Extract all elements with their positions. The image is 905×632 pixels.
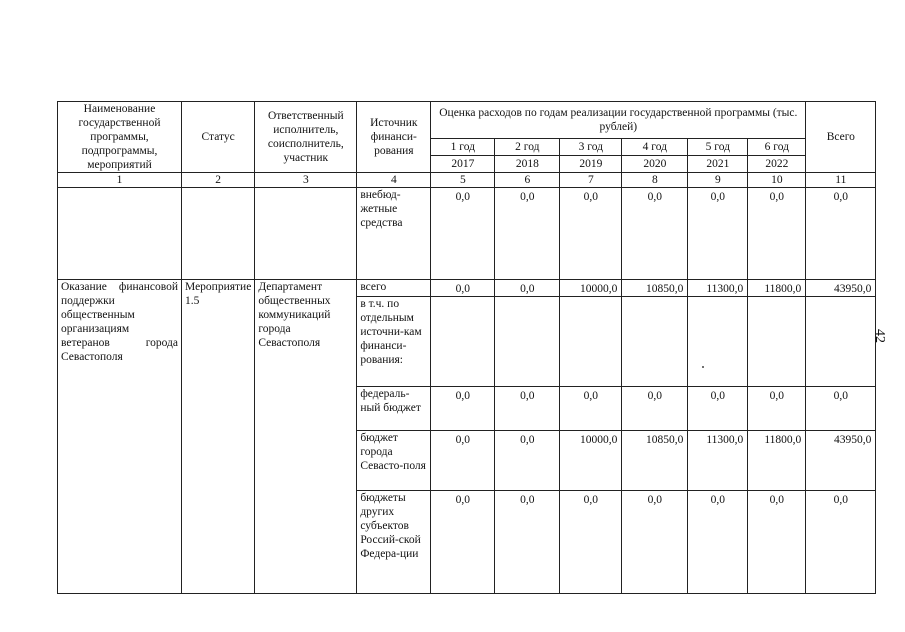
year-value: 2017: [431, 156, 495, 173]
amount-cell: [495, 297, 560, 387]
amount-cell: 0,0: [495, 491, 560, 594]
amount-cell: 11800,0: [748, 431, 806, 491]
year-value: 2021: [688, 156, 748, 173]
amount-cell: 0,0: [560, 387, 622, 431]
amount-cell: [560, 297, 622, 387]
amount-cell: [431, 297, 495, 387]
amount-cell: 0,0: [431, 491, 495, 594]
budget-table: [57, 101, 876, 594]
amount-cell: 0,0: [495, 188, 560, 280]
amount-cell: 0,0: [622, 387, 688, 431]
year-label: 1 год: [431, 139, 495, 156]
header-name: Наименование государственной программы, подпрограммы, мероприятий: [58, 102, 182, 173]
empty-cell: [58, 188, 182, 280]
amount-cell: 43950,0: [806, 280, 876, 297]
year-value: 2022: [748, 156, 806, 173]
year-label: 5 год: [688, 139, 748, 156]
empty-cell: [255, 188, 357, 280]
year-value: 2020: [622, 156, 688, 173]
page-number: 42: [872, 329, 887, 343]
amount-cell: 0,0: [622, 188, 688, 280]
empty-cell: [182, 188, 255, 280]
funding-source: в т.ч. по отдельным источни-кам финанси-рования:: [357, 297, 431, 387]
year-label: 3 год: [560, 139, 622, 156]
amount-cell: 0,0: [431, 387, 495, 431]
amount-cell: 0,0: [748, 387, 806, 431]
year-value: 2018: [495, 156, 560, 173]
funding-source: бюджет города Севасто-поля: [357, 431, 431, 491]
column-number: 8: [622, 173, 688, 188]
amount-cell: 0,0: [688, 188, 748, 280]
amount-cell: 0,0: [560, 491, 622, 594]
header-estimate: Оценка расходов по годам реализации государственной программы (тыс. рублей): [431, 102, 806, 139]
column-number: 5: [431, 173, 495, 188]
activity-status: Мероприятие 1.5: [182, 280, 255, 594]
column-number: 3: [255, 173, 357, 188]
activity-name: Оказание финансовой поддержки общественным организациям ветеранов города Севастополя: [58, 280, 182, 594]
column-number: 10: [748, 173, 806, 188]
amount-cell: 11300,0: [688, 431, 748, 491]
funding-source: бюджеты других субъектов Россий-ской Федера-ции: [357, 491, 431, 594]
funding-source: внебюд-жетные средства: [357, 188, 431, 280]
amount-cell: 0,0: [431, 280, 495, 297]
activity-responsible: Департамент общественных коммуникаций города Севастополя: [255, 280, 357, 594]
amount-cell: 11800,0: [748, 280, 806, 297]
header-source: Источник финанси-рования: [357, 102, 431, 173]
amount-cell: 0,0: [495, 280, 560, 297]
funding-source: всего: [357, 280, 431, 297]
amount-cell: 0,0: [560, 188, 622, 280]
column-number: 4: [357, 173, 431, 188]
funding-source: федераль-ный бюджет: [357, 387, 431, 431]
header-responsible: Ответственный исполнитель, соисполнитель, участник: [255, 102, 357, 173]
amount-cell: [688, 297, 748, 387]
year-label: 2 год: [495, 139, 560, 156]
amount-cell: 11300,0: [688, 280, 748, 297]
amount-cell: 0,0: [688, 387, 748, 431]
amount-cell: 10000,0: [560, 431, 622, 491]
scan-speck: [702, 366, 704, 368]
year-label: 4 год: [622, 139, 688, 156]
amount-cell: 0,0: [748, 491, 806, 594]
amount-cell: [748, 297, 806, 387]
header-total: Всего: [806, 102, 876, 173]
amount-cell: 0,0: [495, 387, 560, 431]
column-number: 1: [58, 173, 182, 188]
amount-cell: 0,0: [622, 491, 688, 594]
amount-cell: 10850,0: [622, 280, 688, 297]
amount-cell: 0,0: [806, 188, 876, 280]
column-number: 11: [806, 173, 876, 188]
year-label: 6 год: [748, 139, 806, 156]
amount-cell: 0,0: [688, 491, 748, 594]
amount-cell: 10000,0: [560, 280, 622, 297]
column-number: 9: [688, 173, 748, 188]
amount-cell: 43950,0: [806, 431, 876, 491]
amount-cell: 0,0: [431, 431, 495, 491]
amount-cell: 0,0: [806, 491, 876, 594]
amount-cell: 0,0: [431, 188, 495, 280]
column-number: 7: [560, 173, 622, 188]
amount-cell: 10850,0: [622, 431, 688, 491]
amount-cell: 0,0: [748, 188, 806, 280]
amount-cell: 0,0: [495, 431, 560, 491]
amount-cell: [622, 297, 688, 387]
column-number: 2: [182, 173, 255, 188]
year-value: 2019: [560, 156, 622, 173]
amount-cell: [806, 297, 876, 387]
amount-cell: 0,0: [806, 387, 876, 431]
column-number: 6: [495, 173, 560, 188]
header-status: Статус: [182, 102, 255, 173]
